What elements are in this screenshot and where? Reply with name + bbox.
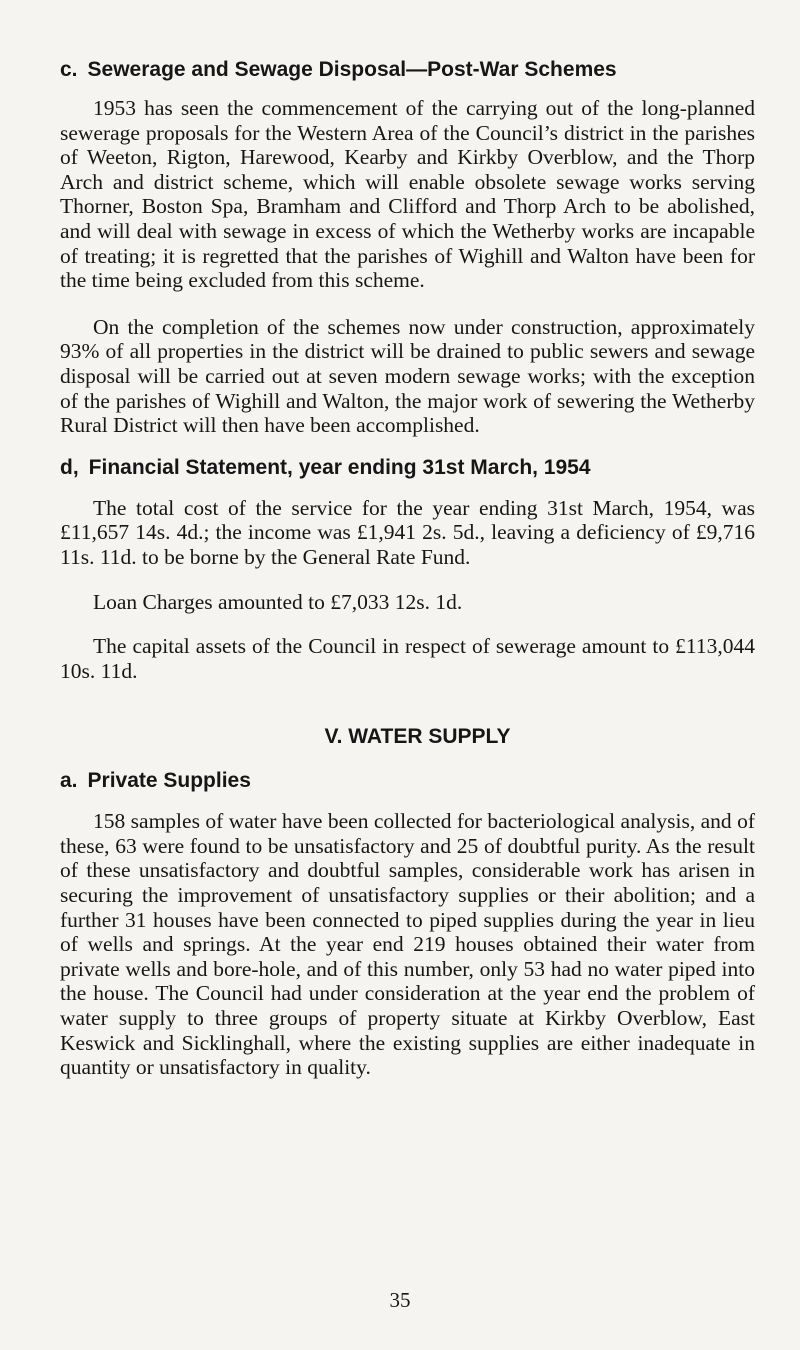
section-d-paragraph-3: The capital assets of the Council in respect of sewerage amount to £113,044 10s. 11d.	[60, 634, 755, 683]
section-d-marker: d,	[60, 455, 79, 479]
section-d-paragraph-2: Loan Charges amounted to £7,033 12s. 1d.	[93, 589, 463, 614]
section-v-heading: V. WATER SUPPLY	[324, 725, 511, 749]
document-page	[60, 56, 755, 1080]
section-d-paragraph-1: The total cost of the service for the year ending 31st March, 1954, was £11,657 14s. 4d.; the income was £1,941 2s. 5d., leaving a deficiency of £9,716 11s. 11d. to be borne by the General Rate Fund.	[60, 495, 755, 569]
section-d-title: Financial Statement, year ending 31st March, 1954	[88, 455, 591, 479]
section-c-paragraph-2: On the completion of the schemes now under construction, approximately 93% of all properties in the district will be drained to public sewers and sewage disposal will be carried out at seven modern sewage works; with the exception of the parishes of Wighill and Walton, the major work of sewering the Wetherby Rural District will then have been accomplished.	[60, 314, 755, 438]
page-number: 35	[389, 1288, 411, 1312]
section-a-heading	[60, 767, 755, 795]
section-c-paragraph-1: 1953 has seen the commencement of the carrying out of the long-planned sewerage proposals for the Western Area of the Council’s district in the parishes of Weeton, Rigton, Harewood, Kearby and Kirkby Overblow, and the Thorp Arch and district scheme, which will enable obsolete sewage works serving Thorner, Boston Spa, Bramham and Clifford and Thorp Arch to be abolished, and will deal with sewage in excess of which the Wetherby works are incapable of treating; it is regretted that the parishes of Wighill and Walton have been for the time being excluded from this scheme.	[60, 96, 755, 293]
section-c-marker: c.	[60, 58, 78, 81]
section-a-paragraph-1: 158 samples of water have been collected for bacteriological analysis, and of these, 63 were found to be unsatisfactory and 25 of doubtful purity. As the result of these unsatisfactory and doubtful samples, considerable work has arisen in securing the improvement of unsatisfactory supplies or their abolition; and a further 31 houses have been connected to piped supplies during the year in lieu of wells and springs. At the year end 219 houses obtained their water from private wells and bore-hole, and of this number, only 53 had no water piped into the house. The Council had under consideration at the year end the problem of water supply to three groups of property situate at Kirkby Overblow, East Keswick and Sicklinghall, where the existing supplies are either inadequate in quantity or unsatisfactory in quality.	[60, 809, 755, 1080]
section-c-heading	[60, 56, 755, 84]
section-c-title: Sewerage and Sewage Disposal—Post-War Schemes	[87, 58, 617, 81]
section-d-heading	[60, 454, 755, 482]
section-a-title: Private Supplies	[87, 769, 251, 793]
section-a-marker: a.	[60, 769, 78, 793]
